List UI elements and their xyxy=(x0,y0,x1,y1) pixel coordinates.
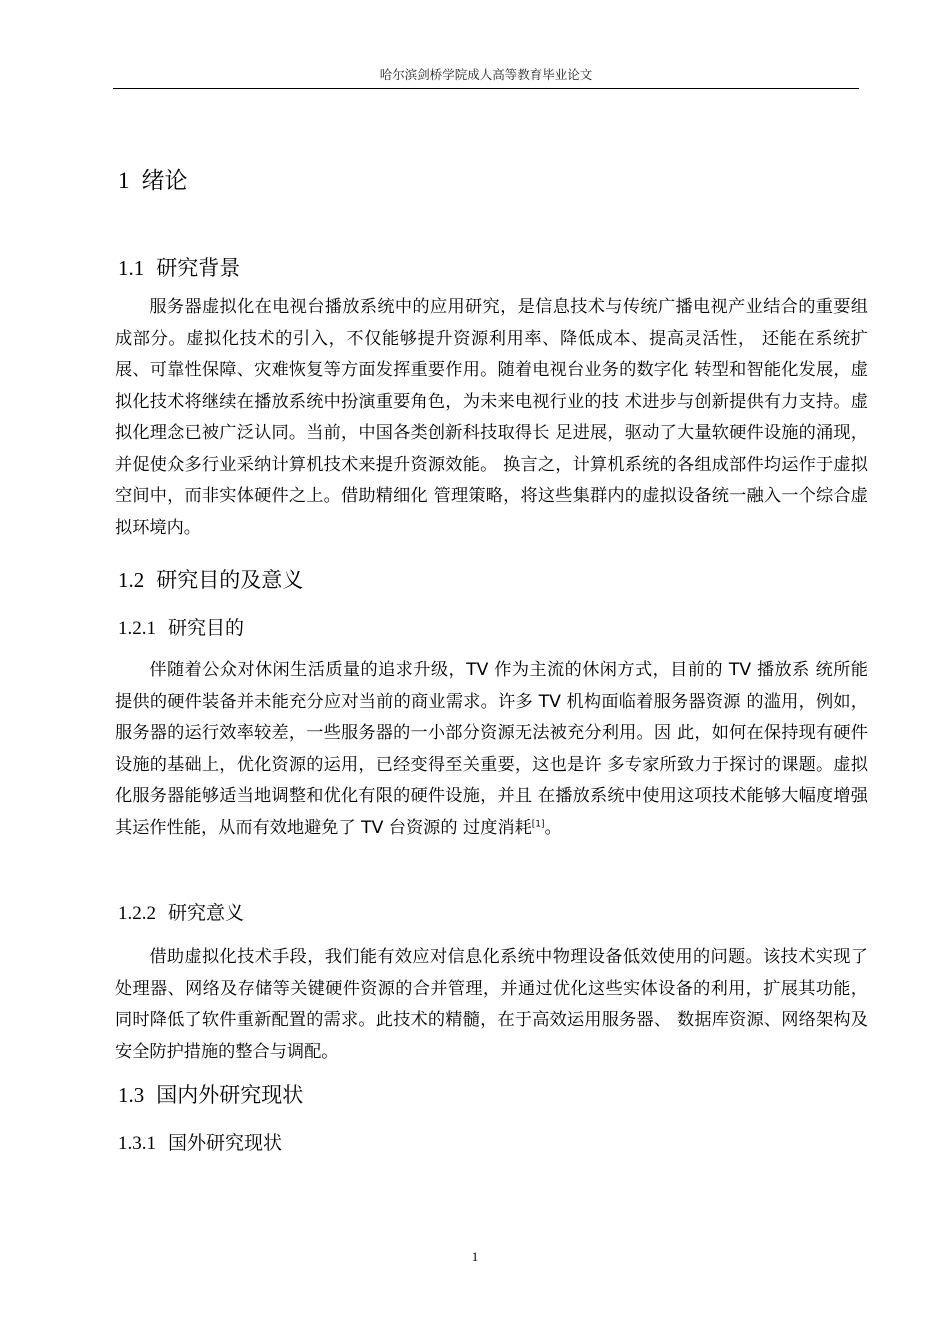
section-number: 1.2 xyxy=(118,568,145,592)
subsection-title: 国外研究现状 xyxy=(168,1132,283,1154)
chapter-heading xyxy=(118,162,188,195)
page-header: 哈尔滨剑桥学院成人高等教育毕业论文 xyxy=(379,67,593,82)
section-heading-1-2 xyxy=(118,564,303,594)
chapter-title: 绪论 xyxy=(141,168,188,194)
subsection-number: 1.2.2 xyxy=(118,903,156,924)
section-heading-1-1 xyxy=(118,252,240,282)
subsection-heading-1-3-1 xyxy=(118,1128,282,1155)
section-title: 研究背景 xyxy=(156,256,241,280)
paragraph-purpose-text: 伴随着公众对休闲生活质量的追求升级，TV 作为主流的休闲方式，目前的 TV 播放系 统所能提供的硬件装备并未能充分应对当前的商业需求。许多 TV 机构面临着服务器资源 的滥用，例如，服务器的运行效率较差，一些服务器的一小部分资源无法被充分利用。因 此，如何在保持现有硬件设施的基础上，优化资源的运用，已经变得至关重要，这也是许 多专家所致力于探讨的课题。虚拟化服务器能够适当地调整和优化有限的硬件设施，并且 在播放系统中使用这项技术能够大幅度增强其运作性能，从而有效地避免了 TV 台资源的 过度消耗 xyxy=(115,660,868,838)
subsection-heading-1-2-2 xyxy=(118,898,244,925)
page-number: 1 xyxy=(471,1249,479,1264)
section-number: 1.1 xyxy=(118,256,145,280)
subsection-number: 1.2.1 xyxy=(118,618,156,639)
section-number: 1.3 xyxy=(118,1083,145,1107)
subsection-number: 1.3.1 xyxy=(118,1133,156,1154)
subsection-title: 研究意义 xyxy=(168,902,245,924)
paragraph-purpose xyxy=(115,655,868,844)
citation-1[interactable]: [1] xyxy=(531,818,545,829)
paragraph-background: 服务器虚拟化在电视台播放系统中的应用研究，是信息技术与传统广播电视产业结合的重要组成部分。虚拟化技术的引入，不仅能够提升资源利用率、降低成本、提高灵活性， 还能在系统扩展、可靠性保障、灾难恢复等方面发挥重要作用。随着电视台业务的数字化 转型和智能化发展，虚拟化技术将继续在播放系统中扮演重要角色，为未来电视行业的技 术进步与创新提供有力支持。虚拟化理念已被广泛认同。当前，中国各类创新科技取得长 足进展，驱动了大量软硬件设施的涌现，并促使众多行业采纳计算机技术来提升资源效能。 换言之，计算机系统的各组成部件均运作于虚拟空间中，而非实体硬件之上。借助精细化 管理策略，将这些集群内的虚拟设备统一融入一个综合虚拟环境内。 xyxy=(115,297,868,538)
paragraph-purpose-end: 。 xyxy=(544,817,562,838)
subsection-title: 研究目的 xyxy=(168,617,245,639)
section-heading-1-3 xyxy=(118,1079,303,1109)
section-title: 国内外研究现状 xyxy=(156,1083,304,1107)
subsection-heading-1-2-1 xyxy=(118,613,244,640)
header-rule xyxy=(113,88,859,89)
chapter-number: 1 xyxy=(118,168,130,193)
section-title: 研究目的及意义 xyxy=(156,568,304,592)
paragraph-significance: 借助虚拟化技术手段，我们能有效应对信息化系统中物理设备低效使用的问题。该技术实现了处理器、网络及存储等关键硬件资源的合并管理，并通过优化这些实体设备的利用，扩展其功能，同时降低了软件重新配置的需求。此技术的精髓，在于高效运用服务器、 数据库资源、网络架构及安全防护措施的整合与调配。 xyxy=(115,947,868,1062)
